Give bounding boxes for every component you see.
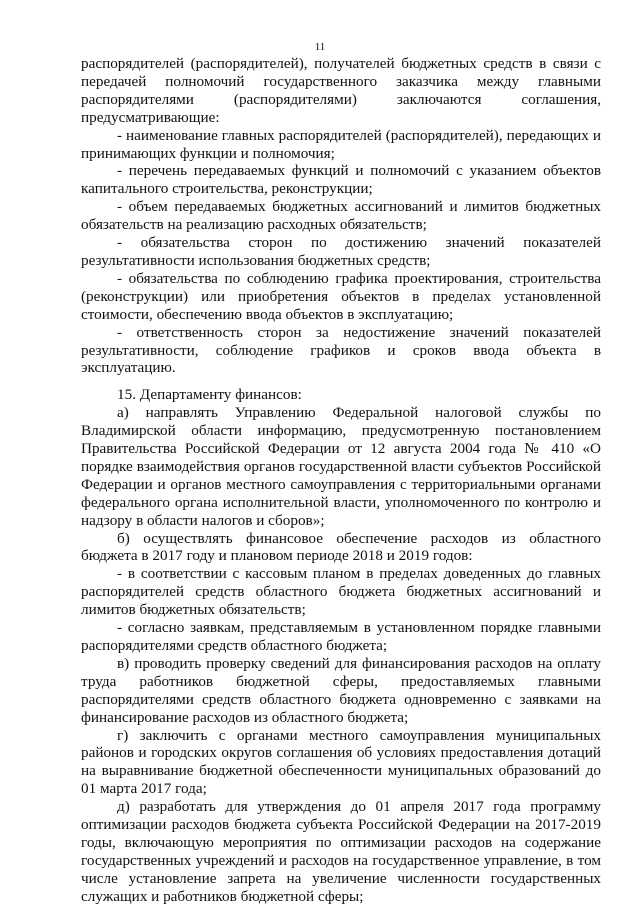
clause-v: в) проводить проверку сведений для финансирования расходов на оплату труда работников бюджетной сферы, предоставляемых главными распорядителями средств областного бюджета одновременно с заявками на финансирование расходов из областного бюджета; — [81, 654, 601, 726]
clause-d: д) разработать для утверждения до 01 апреля 2017 года программу оптимизации расходов бюджета субъекта Российской Федерации на 2017-2019 годы, включающую мероприятия по оптимизации расходов на содержание государственных учреждений и расходов на государственное управление, в том числе установление запрета на увеличение численности государственных служащих и работников бюджетной сферы; — [81, 798, 601, 905]
list-item-obligations-schedule: - обязательства по соблюдению графика проектирования, строительства (реконструкции) или приобретения объектов в пределах установленной стоимости, обеспечению ввода объектов в эксплуатацию; — [81, 269, 601, 323]
clause-b: б) осуществлять финансовое обеспечение расходов из областного бюджета в 2017 году и плановом периоде 2018 и 2019 годов: — [81, 529, 601, 565]
section-heading-15: 15. Департаменту финансов: — [117, 386, 302, 404]
document-body — [81, 55, 601, 906]
paragraph-agreements-intro: распорядителей (распорядителей), получателей бюджетных средств в связи с передачей полномочий государственного заказчика между главными распорядителями (распорядителями) заключаются соглашения, предусматривающие: — [81, 55, 601, 126]
list-item-volume: - объем передаваемых бюджетных ассигнований и лимитов бюджетных обязательств на реализацию расходных обязательств; — [81, 198, 601, 234]
list-item-obligations-indicators: - обязательства сторон по достижению значений показателей результативности использования бюджетных средств; — [81, 234, 601, 269]
clause-b-item-requests: - согласно заявкам, представляемым в установленном порядке главными распорядителями средств областного бюджета; — [81, 619, 601, 654]
list-item-responsibility: - ответственность сторон за недостижение значений показателей результативности, соблюдение графиков и сроков ввода объекта в эксплуатацию. — [81, 323, 601, 377]
clause-a: а) направлять Управлению Федеральной налоговой службы по Владимирской области информацию, предусмотренную постановлением Правительства Российской Федерации от 12 августа 2004 года № 410 «О порядке взаимодействия органов государственной власти субъектов Российской Федерации и органов местного самоуправления с территориальными органами федерального органа исполнительной власти, уполномоченного по контролю и надзору в области налогов и сборов»; — [81, 404, 601, 529]
list-item-functions: - перечень передаваемых функций и полномочий с указанием объектов капитального строительства, реконструкции; — [81, 162, 601, 198]
clause-g: г) заключить с органами местного самоуправления муниципальных районов и городских округов соглашения об условиях предоставления дотаций на выравнивание бюджетной обеспеченности муниципальных образований до 01 марта 2017 года; — [81, 726, 601, 798]
page-number: 11 — [314, 41, 326, 53]
list-item-names: - наименование главных распорядителей (распорядителей), передающих и принимающих функции и полномочия; — [81, 126, 601, 162]
clause-b-item-cash-plan: - в соответствии с кассовым планом в пределах доведенных до главных распорядителей средств областного бюджета бюджетных ассигнований и лимитов бюджетных обязательств; — [81, 565, 601, 619]
